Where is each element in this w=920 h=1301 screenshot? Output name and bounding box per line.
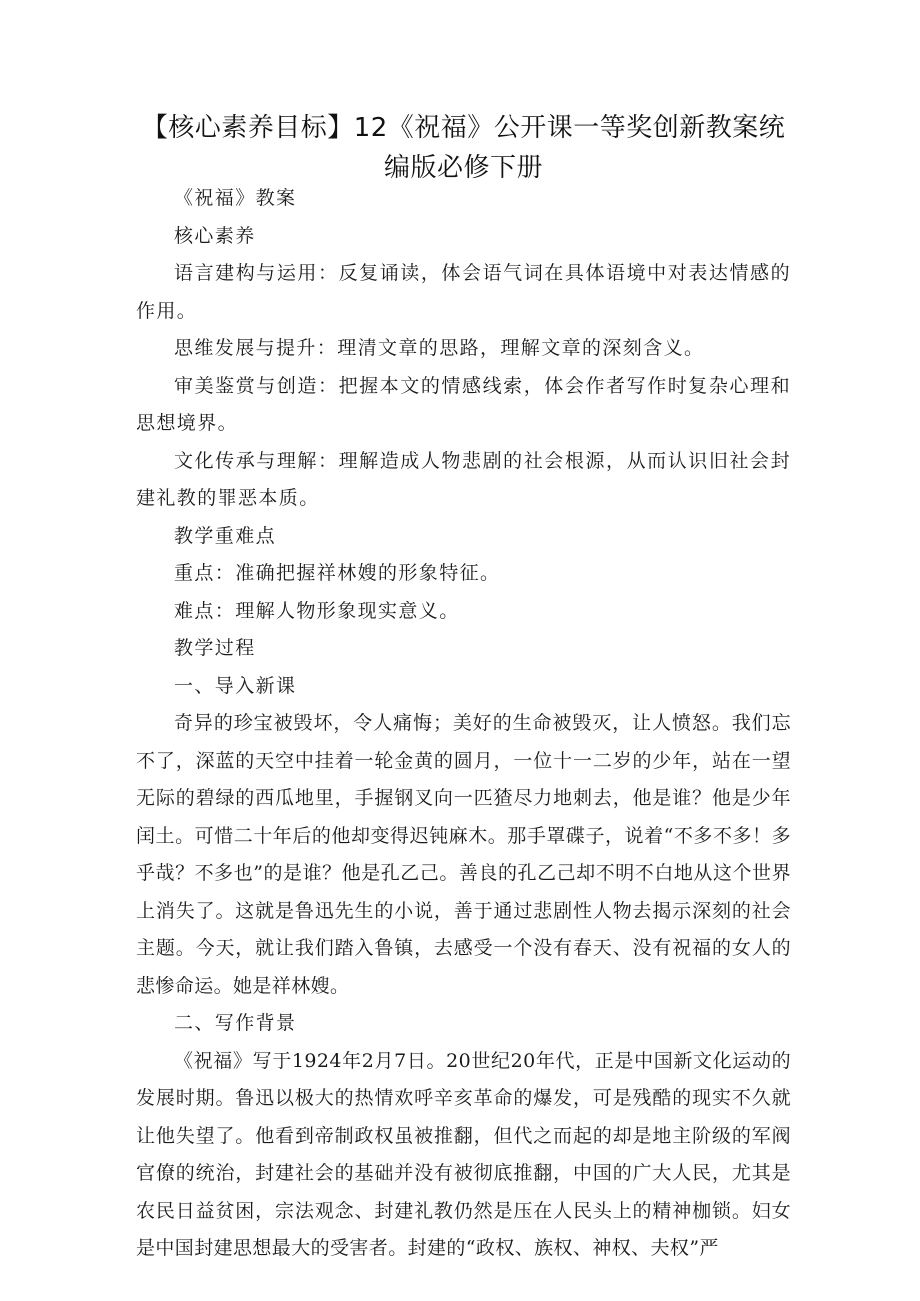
- document-body: [136, 180, 791, 1268]
- paragraph-culture: 文化传承与理解：理解造成人物悲剧的社会根源，从而认识旧社会封建礼教的罪恶本质。: [136, 449, 791, 509]
- paragraph-thinking: 思维发展与提升：理清文章的思路，理解文章的深刻含义。: [174, 337, 705, 359]
- paragraph-section-2-heading: 二、写作背景: [174, 1012, 297, 1034]
- paragraph-background: 《祝福》写于1924年2月7日。20世纪20年代，正是中国新文化运动的发展时期。鲁迅以极大的热情欢呼辛亥革命的爆发，可是残酷的现实不久就让他失望了。他看到帝制政权虽被推翻，但代之而起的却是地主阶级的军阀官僚的统治，封建社会的基础并没有被彻底推翻，中国的广大人民，尤其是农民日益贫困，宗法观念、封建礼教仍然是压在人民头上的精神枷锁。妇女是中国封建思想最大的受害者。封建的“政权、族权、神权、夫权”严: [136, 1049, 791, 1259]
- paragraph-lesson-plan-heading: 《祝福》教案: [174, 187, 297, 209]
- paragraph-section-1-heading: 一、导入新课: [174, 674, 297, 697]
- document-title: 【核心素养目标】12《祝福》公开课一等奖创新教案统编版必修下册: [141, 113, 786, 183]
- paragraph-aesthetics: 审美鉴赏与创造：把握本文的情感线索，体会作者写作时复杂心理和思想境界。: [136, 374, 791, 434]
- paragraph-core-literacy-heading: 核心素养: [174, 224, 256, 247]
- paragraph-process-heading: 教学过程: [174, 637, 256, 659]
- paragraph-key-points-heading: 教学重难点: [174, 524, 277, 547]
- paragraph-difficulty: 难点：理解人物形象现实意义。: [174, 599, 460, 622]
- paragraph-language: 语言建构与运用：反复诵读，体会语气词在具体语境中对表达情感的作用。: [136, 262, 791, 322]
- paragraph-introduction: 奇异的珍宝被毁坏，令人痛悔；美好的生命被毁灭，让人愤怒。我们忘不了，深蓝的天空中挂着一轮金黄的圆月，一位十一二岁的少年，站在一望无际的碧绿的西瓜地里，手握钢叉向一匹猹尽力地刺去，他是谁？他是少年闰土。可惜二十年后的他却变得迟钝麻木。那手罩碟子，说着“不多不多！多乎哉？不多也”的是谁？他是孔乙己。善良的孔乙己却不明不白地从这个世界上消失了。这就是鲁迅先生的小说，善于通过悲剧性人物去揭示深刻的社会主题。今天，就让我们踏入鲁镇，去感受一个没有春天、没有祝福的女人的悲惨命运。她是祥林嫂。: [136, 712, 791, 997]
- paragraph-focus: 重点：准确把握祥林嫂的形象特征。: [174, 562, 501, 584]
